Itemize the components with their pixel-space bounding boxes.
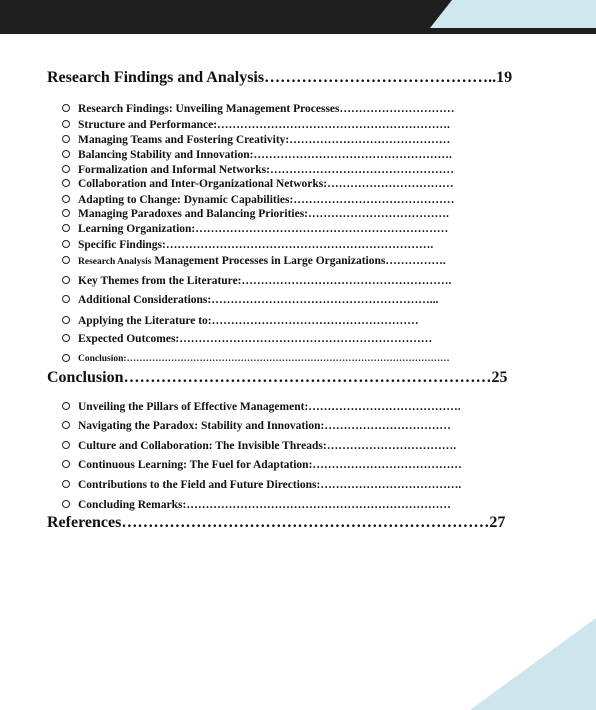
dot-leader: …………………………………………………………… (123, 369, 492, 386)
item-label: Expected Outcomes: (78, 333, 180, 345)
dot-leader: ……………. (385, 255, 446, 267)
hollow-bullet-icon (62, 135, 70, 143)
toc-item[interactable] (62, 275, 451, 287)
dot-leader: ……………………………………………. (253, 149, 452, 161)
toc-item[interactable] (62, 255, 446, 267)
dot-leader: ………………………………… (312, 459, 462, 471)
item-label: Culture and Collaboration: The Invisible Threads: (78, 440, 327, 452)
toc-item[interactable] (62, 440, 456, 452)
item-label: Research Findings: Unveiling Management Processes (78, 103, 340, 115)
hollow-bullet-icon (62, 104, 70, 112)
hollow-bullet-icon (62, 224, 70, 232)
item-label: Structure and Performance: (78, 119, 218, 131)
hollow-bullet-icon (62, 165, 70, 173)
dot-leader: ………………………………………… (269, 164, 454, 176)
toc-item[interactable] (62, 420, 451, 432)
item-label: Continuous Learning: The Fuel for Adaptation: (78, 459, 313, 471)
page-number: 27 (489, 514, 506, 531)
decorative-corner-top (430, 0, 596, 28)
hollow-bullet-icon (62, 150, 70, 158)
hollow-bullet-icon (62, 209, 70, 217)
toc-item[interactable] (62, 223, 448, 235)
toc-section-references[interactable] (47, 514, 505, 532)
toc-section-research-findings[interactable] (47, 69, 512, 87)
toc-item[interactable] (62, 354, 450, 364)
item-label: Managing Teams and Fostering Creativity: (78, 134, 290, 146)
toc-section-conclusion[interactable] (47, 369, 507, 387)
toc-item[interactable] (62, 164, 454, 176)
hollow-bullet-icon (62, 500, 70, 508)
dot-leader: ……………………………. (326, 440, 457, 452)
toc-item[interactable] (62, 208, 449, 220)
dot-leader: ………………………………. (320, 479, 462, 491)
dot-leader: …………………………………………………………… (186, 499, 451, 511)
dot-leader: ………………………………………………………… (179, 333, 433, 345)
item-label: Adapting to Change: Dynamic Capabilities: (78, 194, 294, 206)
section-title: Research Findings and Analysis (47, 69, 265, 86)
toc-item[interactable] (62, 134, 450, 146)
dot-leader: ……………………………………………………. (217, 119, 450, 131)
dot-leader: ………………………………………………………………………………………… (126, 354, 450, 364)
hollow-bullet-icon (62, 334, 70, 342)
toc-item[interactable] (62, 459, 462, 471)
item-label: Specific Findings: (78, 239, 166, 251)
dot-leader: ………………………………………………………… (195, 223, 449, 235)
toc-item[interactable] (62, 479, 461, 491)
dot-leader: …………………………………… (293, 194, 455, 206)
dot-leader: ……………………………………………… (211, 315, 419, 327)
item-prefix: Research Analysis (78, 257, 152, 267)
dot-leader: …………………………………………………………… (121, 514, 490, 531)
item-label: Management Processes in Large Organizations (154, 255, 386, 267)
dot-leader: …………………………………… (289, 134, 451, 146)
hollow-bullet-icon (62, 354, 70, 362)
hollow-bullet-icon (62, 480, 70, 488)
item-label: Collaboration and Inter-Organizational Networks: (78, 178, 328, 190)
hollow-bullet-icon (62, 179, 70, 187)
item-label: Navigating the Paradox: Stability and Innovation: (78, 420, 325, 432)
toc-item[interactable] (62, 194, 454, 206)
dot-leader: …………………………………………………... (211, 294, 439, 306)
item-label: Concluding Remarks: (78, 499, 187, 511)
toc-item[interactable] (62, 178, 454, 190)
toc-item[interactable] (62, 103, 455, 115)
item-label: Formalization and Informal Networks: (78, 164, 270, 176)
item-label: Applying the Literature to: (78, 315, 212, 327)
hollow-bullet-icon (62, 256, 70, 264)
toc-item[interactable] (62, 239, 433, 251)
toc-item[interactable] (62, 499, 451, 511)
hollow-bullet-icon (62, 276, 70, 284)
toc-item[interactable] (62, 294, 438, 306)
section-title: References (47, 514, 122, 531)
item-label: Contributions to the Field and Future Directions: (78, 479, 321, 491)
item-label: Conclusion: (78, 354, 127, 364)
page-number: 19 (496, 69, 513, 86)
dot-leader: ……………………………………………………………. (165, 239, 434, 251)
item-label: Key Themes from the Literature: (78, 275, 242, 287)
item-label: Learning Organization: (78, 223, 196, 235)
page-number: 25 (491, 369, 508, 386)
hollow-bullet-icon (62, 421, 70, 429)
dot-leader: ………………………… (339, 103, 455, 115)
dot-leader: …………………………………. (308, 401, 461, 413)
toc-item[interactable] (62, 315, 419, 327)
toc-item[interactable] (62, 401, 461, 413)
hollow-bullet-icon (62, 240, 70, 248)
item-label: Balancing Stability and Innovation: (78, 149, 254, 161)
toc-item[interactable] (62, 119, 450, 131)
decorative-corner-bottom (470, 618, 596, 710)
dot-leader: …………………………… (327, 178, 454, 190)
toc-item[interactable] (62, 149, 452, 161)
hollow-bullet-icon (62, 120, 70, 128)
hollow-bullet-icon (62, 295, 70, 303)
item-label: Managing Paradoxes and Balancing Priorities: (78, 208, 308, 220)
section-title: Conclusion (47, 369, 124, 386)
hollow-bullet-icon (62, 316, 70, 324)
hollow-bullet-icon (62, 195, 70, 203)
dot-leader: …………………………………….. (264, 69, 497, 86)
item-label: Unveiling the Pillars of Effective Management: (78, 401, 309, 413)
hollow-bullet-icon (62, 441, 70, 449)
hollow-bullet-icon (62, 402, 70, 410)
dot-leader: …………………………… (324, 420, 451, 432)
dot-leader: ………………………………………………. (241, 275, 452, 287)
toc-item[interactable] (62, 333, 432, 345)
item-label: Additional Considerations: (78, 294, 212, 306)
dot-leader: ………………………………. (308, 208, 449, 220)
hollow-bullet-icon (62, 460, 70, 468)
